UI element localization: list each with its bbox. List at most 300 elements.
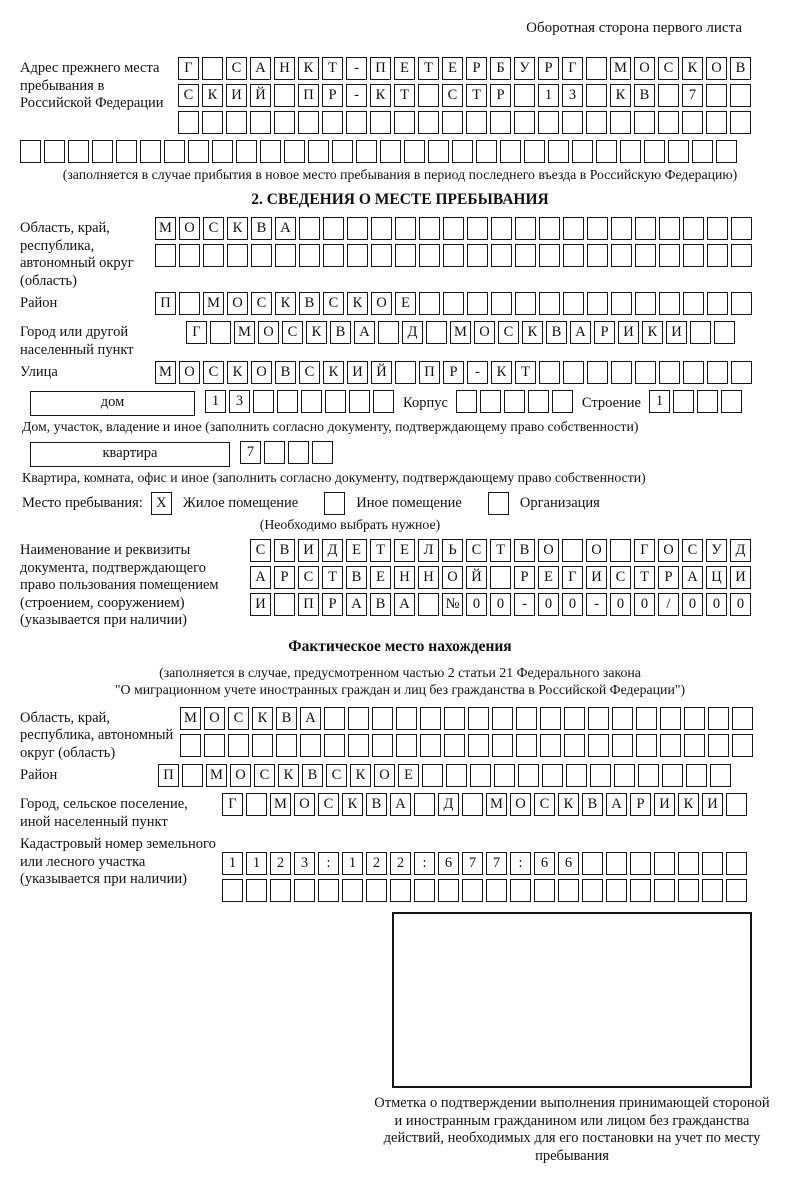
char-cell[interactable]: А [394,593,415,616]
char-cell[interactable]: - [586,593,607,616]
char-cell[interactable]: 0 [538,593,559,616]
char-cell[interactable]: К [298,57,319,80]
char-cell[interactable] [276,734,297,757]
prev-address-row-4[interactable] [20,140,780,163]
char-cell[interactable] [260,140,281,163]
char-cell[interactable]: О [204,707,225,730]
char-cell[interactable] [288,441,309,464]
char-cell[interactable]: В [330,321,351,344]
char-cell[interactable] [390,879,411,902]
char-cell[interactable]: О [230,764,251,787]
char-cell[interactable] [468,734,489,757]
char-cell[interactable] [420,707,441,730]
char-cell[interactable]: О [538,539,559,562]
char-cell[interactable]: Р [490,84,511,107]
char-cell[interactable]: Т [418,57,439,80]
char-cell[interactable] [480,390,501,413]
stroenie-cells[interactable] [649,390,745,413]
char-cell[interactable] [443,292,464,315]
char-cell[interactable] [534,879,555,902]
s2-oblast-row-2[interactable] [155,244,780,267]
char-cell[interactable] [611,361,632,384]
char-cell[interactable] [610,539,631,562]
char-cell[interactable] [683,292,704,315]
inoe-checkbox[interactable] [324,492,348,515]
char-cell[interactable]: С [228,707,249,730]
char-cell[interactable] [491,244,512,267]
char-cell[interactable]: Т [515,361,536,384]
char-cell[interactable]: Н [274,57,295,80]
char-cell[interactable]: П [158,764,179,787]
char-cell[interactable] [318,879,339,902]
char-cell[interactable]: А [390,793,411,816]
char-cell[interactable]: Р [630,793,651,816]
char-cell[interactable]: И [730,566,751,589]
char-cell[interactable] [638,764,659,787]
char-cell[interactable]: : [510,852,531,875]
char-cell[interactable] [488,492,509,515]
char-cell[interactable] [395,217,416,240]
char-cell[interactable]: Й [371,361,392,384]
char-cell[interactable]: И [298,539,319,562]
char-cell[interactable]: 0 [466,593,487,616]
char-cell[interactable] [468,707,489,730]
char-cell[interactable]: О [442,566,463,589]
char-cell[interactable]: С [203,361,224,384]
char-cell[interactable]: С [250,539,271,562]
char-cell[interactable]: 1 [538,84,559,107]
char-cell[interactable]: 2 [366,852,387,875]
char-cell[interactable] [116,140,137,163]
char-cell[interactable] [251,244,272,267]
char-cell[interactable] [444,734,465,757]
char-cell[interactable]: С [534,793,555,816]
char-cell[interactable] [659,292,680,315]
char-cell[interactable] [563,361,584,384]
char-cell[interactable] [324,707,345,730]
char-cell[interactable] [612,707,633,730]
char-cell[interactable]: В [634,84,655,107]
char-cell[interactable] [492,707,513,730]
char-cell[interactable]: Г [562,566,583,589]
char-cell[interactable] [683,244,704,267]
char-cell[interactable] [730,84,751,107]
char-cell[interactable] [300,734,321,757]
char-cell[interactable] [708,734,729,757]
char-cell[interactable] [492,734,513,757]
dom-number-cells[interactable] [205,390,397,413]
char-cell[interactable] [684,734,705,757]
char-cell[interactable] [92,140,113,163]
char-cell[interactable]: 3 [229,390,250,413]
char-cell[interactable] [731,217,752,240]
char-cell[interactable]: П [419,361,440,384]
char-cell[interactable] [396,707,417,730]
char-cell[interactable]: В [546,321,567,344]
char-cell[interactable]: : [414,852,435,875]
char-cell[interactable] [20,140,41,163]
s2-oblast-row-1[interactable] [155,217,780,240]
char-cell[interactable]: - [514,593,535,616]
kvartira-number-cells[interactable] [240,441,336,464]
char-cell[interactable]: К [642,321,663,344]
char-cell[interactable] [140,140,161,163]
char-cell[interactable] [586,111,607,134]
char-cell[interactable]: В [370,593,391,616]
char-cell[interactable]: В [514,539,535,562]
char-cell[interactable] [660,707,681,730]
char-cell[interactable] [587,361,608,384]
char-cell[interactable]: С [226,57,247,80]
char-cell[interactable]: С [610,566,631,589]
fact-kadastr-row-2[interactable] [222,879,780,902]
char-cell[interactable]: С [299,361,320,384]
s2-raion-row[interactable] [155,292,780,315]
char-cell[interactable] [210,321,231,344]
char-cell[interactable] [414,879,435,902]
char-cell[interactable]: Е [398,764,419,787]
char-cell[interactable]: А [300,707,321,730]
char-cell[interactable] [690,321,711,344]
char-cell[interactable] [395,361,416,384]
char-cell[interactable]: О [294,793,315,816]
char-cell[interactable]: Л [418,539,439,562]
char-cell[interactable] [366,879,387,902]
char-cell[interactable]: Н [418,566,439,589]
char-cell[interactable]: С [251,292,272,315]
char-cell[interactable]: А [354,321,375,344]
char-cell[interactable] [182,764,203,787]
doc-row-3[interactable] [250,593,780,616]
char-cell[interactable]: О [658,539,679,562]
char-cell[interactable] [228,734,249,757]
s2-ulitsa-row[interactable] [155,361,780,384]
char-cell[interactable] [515,244,536,267]
char-cell[interactable] [514,84,535,107]
char-cell[interactable] [659,361,680,384]
char-cell[interactable]: М [206,764,227,787]
char-cell[interactable]: П [370,57,391,80]
char-cell[interactable]: 1 [342,852,363,875]
char-cell[interactable]: К [522,321,543,344]
char-cell[interactable]: В [275,361,296,384]
char-cell[interactable] [491,217,512,240]
char-cell[interactable]: Г [634,539,655,562]
char-cell[interactable]: 1 [649,390,670,413]
char-cell[interactable] [706,111,727,134]
char-cell[interactable] [202,111,223,134]
char-cell[interactable] [587,217,608,240]
char-cell[interactable]: 2 [270,852,291,875]
char-cell[interactable] [443,244,464,267]
char-cell[interactable]: О [586,539,607,562]
char-cell[interactable]: О [179,361,200,384]
char-cell[interactable] [418,84,439,107]
char-cell[interactable] [294,879,315,902]
char-cell[interactable] [348,707,369,730]
char-cell[interactable]: О [510,793,531,816]
char-cell[interactable] [422,764,443,787]
char-cell[interactable]: Д [322,539,343,562]
char-cell[interactable]: № [442,593,463,616]
char-cell[interactable] [662,764,683,787]
char-cell[interactable] [203,244,224,267]
char-cell[interactable] [586,84,607,107]
char-cell[interactable] [462,793,483,816]
char-cell[interactable] [277,390,298,413]
char-cell[interactable]: Р [274,566,295,589]
char-cell[interactable] [714,321,735,344]
char-cell[interactable] [516,707,537,730]
char-cell[interactable]: А [570,321,591,344]
char-cell[interactable] [348,734,369,757]
char-cell[interactable] [324,734,345,757]
char-cell[interactable]: - [467,361,488,384]
char-cell[interactable]: И [250,593,271,616]
doc-row-1[interactable] [250,539,780,562]
char-cell[interactable]: Р [322,84,343,107]
char-cell[interactable] [540,734,561,757]
char-cell[interactable] [539,244,560,267]
char-cell[interactable] [563,217,584,240]
char-cell[interactable]: 7 [462,852,483,875]
char-cell[interactable] [682,111,703,134]
char-cell[interactable]: К [306,321,327,344]
char-cell[interactable]: В [274,539,295,562]
char-cell[interactable]: / [658,593,679,616]
char-cell[interactable]: Т [370,539,391,562]
char-cell[interactable]: Е [538,566,559,589]
char-cell[interactable] [394,111,415,134]
char-cell[interactable] [486,879,507,902]
char-cell[interactable]: Е [346,539,367,562]
char-cell[interactable]: К [558,793,579,816]
char-cell[interactable]: А [250,57,271,80]
char-cell[interactable] [467,292,488,315]
char-cell[interactable]: О [258,321,279,344]
char-cell[interactable] [702,879,723,902]
char-cell[interactable]: Г [562,57,583,80]
char-cell[interactable] [636,707,657,730]
char-cell[interactable] [514,111,535,134]
char-cell[interactable] [692,140,713,163]
char-cell[interactable]: М [450,321,471,344]
char-cell[interactable] [731,244,752,267]
char-cell[interactable] [372,707,393,730]
char-cell[interactable] [44,140,65,163]
char-cell[interactable] [582,852,603,875]
char-cell[interactable] [264,441,285,464]
char-cell[interactable]: М [610,57,631,80]
char-cell[interactable]: Р [322,593,343,616]
char-cell[interactable] [204,734,225,757]
char-cell[interactable]: 0 [610,593,631,616]
char-cell[interactable]: 6 [558,852,579,875]
char-cell[interactable] [732,707,753,730]
char-cell[interactable]: О [706,57,727,80]
char-cell[interactable] [274,593,295,616]
char-cell[interactable]: А [275,217,296,240]
char-cell[interactable] [654,879,675,902]
char-cell[interactable] [494,764,515,787]
char-cell[interactable] [462,879,483,902]
char-cell[interactable] [347,244,368,267]
char-cell[interactable]: О [227,292,248,315]
char-cell[interactable] [426,321,447,344]
char-cell[interactable]: Е [394,539,415,562]
char-cell[interactable] [731,292,752,315]
char-cell[interactable] [612,734,633,757]
char-cell[interactable] [539,217,560,240]
char-cell[interactable] [540,707,561,730]
char-cell[interactable] [548,140,569,163]
char-cell[interactable]: В [276,707,297,730]
char-cell[interactable]: Е [370,566,391,589]
char-cell[interactable]: 7 [682,84,703,107]
char-cell[interactable]: Т [634,566,655,589]
char-cell[interactable]: С [498,321,519,344]
char-cell[interactable] [428,140,449,163]
char-cell[interactable] [606,852,627,875]
char-cell[interactable]: - [346,57,367,80]
char-cell[interactable] [308,140,329,163]
char-cell[interactable] [563,244,584,267]
char-cell[interactable]: В [366,793,387,816]
char-cell[interactable]: Е [442,57,463,80]
char-cell[interactable] [683,217,704,240]
char-cell[interactable] [562,539,583,562]
char-cell[interactable] [611,292,632,315]
char-cell[interactable] [590,764,611,787]
char-cell[interactable] [155,244,176,267]
char-cell[interactable] [371,217,392,240]
char-cell[interactable] [686,764,707,787]
char-cell[interactable] [702,852,723,875]
char-cell[interactable]: К [323,361,344,384]
char-cell[interactable]: 0 [634,593,655,616]
char-cell[interactable] [312,441,333,464]
char-cell[interactable] [634,111,655,134]
char-cell[interactable]: О [634,57,655,80]
char-cell[interactable]: У [514,57,535,80]
char-cell[interactable]: 1 [222,852,243,875]
char-cell[interactable]: - [346,84,367,107]
char-cell[interactable]: 7 [486,852,507,875]
char-cell[interactable] [299,244,320,267]
char-cell[interactable] [467,217,488,240]
char-cell[interactable] [659,244,680,267]
doc-row-2[interactable] [250,566,780,589]
char-cell[interactable] [707,361,728,384]
char-cell[interactable]: К [278,764,299,787]
char-cell[interactable]: И [618,321,639,344]
char-cell[interactable] [418,593,439,616]
char-cell[interactable] [587,292,608,315]
char-cell[interactable]: К [252,707,273,730]
char-cell[interactable]: К [202,84,223,107]
char-cell[interactable] [490,566,511,589]
char-cell[interactable] [596,140,617,163]
char-cell[interactable]: М [155,361,176,384]
char-cell[interactable]: 6 [438,852,459,875]
char-cell[interactable] [658,111,679,134]
char-cell[interactable]: В [730,57,751,80]
char-cell[interactable] [562,111,583,134]
char-cell[interactable]: И [666,321,687,344]
char-cell[interactable] [684,707,705,730]
char-cell[interactable] [373,390,394,413]
char-cell[interactable]: И [347,361,368,384]
char-cell[interactable] [164,140,185,163]
char-cell[interactable] [301,390,322,413]
fact-oblast-row-1[interactable] [180,707,780,730]
char-cell[interactable] [252,734,273,757]
char-cell[interactable] [68,140,89,163]
char-cell[interactable]: Т [490,539,511,562]
char-cell[interactable]: С [254,764,275,787]
char-cell[interactable]: В [346,566,367,589]
char-cell[interactable] [721,390,742,413]
char-cell[interactable]: 6 [534,852,555,875]
char-cell[interactable] [552,390,573,413]
fact-raion-row[interactable] [158,764,780,787]
char-cell[interactable] [726,793,747,816]
char-cell[interactable]: И [654,793,675,816]
char-cell[interactable]: Ь [442,539,463,562]
char-cell[interactable]: С [298,566,319,589]
char-cell[interactable]: 0 [490,593,511,616]
char-cell[interactable] [678,852,699,875]
char-cell[interactable]: О [374,764,395,787]
char-cell[interactable] [707,217,728,240]
char-cell[interactable]: Р [594,321,615,344]
char-cell[interactable]: А [682,566,703,589]
char-cell[interactable]: К [275,292,296,315]
char-cell[interactable] [179,244,200,267]
char-cell[interactable] [582,879,603,902]
char-cell[interactable]: Г [178,57,199,80]
char-cell[interactable] [500,140,521,163]
char-cell[interactable]: Р [466,57,487,80]
char-cell[interactable] [587,244,608,267]
char-cell[interactable] [202,57,223,80]
char-cell[interactable]: Б [490,57,511,80]
char-cell[interactable]: М [155,217,176,240]
char-cell[interactable]: Р [514,566,535,589]
char-cell[interactable] [476,140,497,163]
char-cell[interactable] [606,879,627,902]
char-cell[interactable]: Е [394,57,415,80]
char-cell[interactable] [466,111,487,134]
char-cell[interactable] [443,217,464,240]
char-cell[interactable] [620,140,641,163]
char-cell[interactable] [371,244,392,267]
char-cell[interactable]: Д [438,793,459,816]
char-cell[interactable] [332,140,353,163]
char-cell[interactable]: В [302,764,323,787]
char-cell[interactable] [404,140,425,163]
char-cell[interactable] [516,734,537,757]
char-cell[interactable] [395,244,416,267]
char-cell[interactable]: И [586,566,607,589]
char-cell[interactable] [706,84,727,107]
char-cell[interactable] [226,111,247,134]
korpus-cells[interactable] [456,390,576,413]
char-cell[interactable]: М [203,292,224,315]
char-cell[interactable] [630,852,651,875]
char-cell[interactable] [572,140,593,163]
char-cell[interactable] [444,707,465,730]
